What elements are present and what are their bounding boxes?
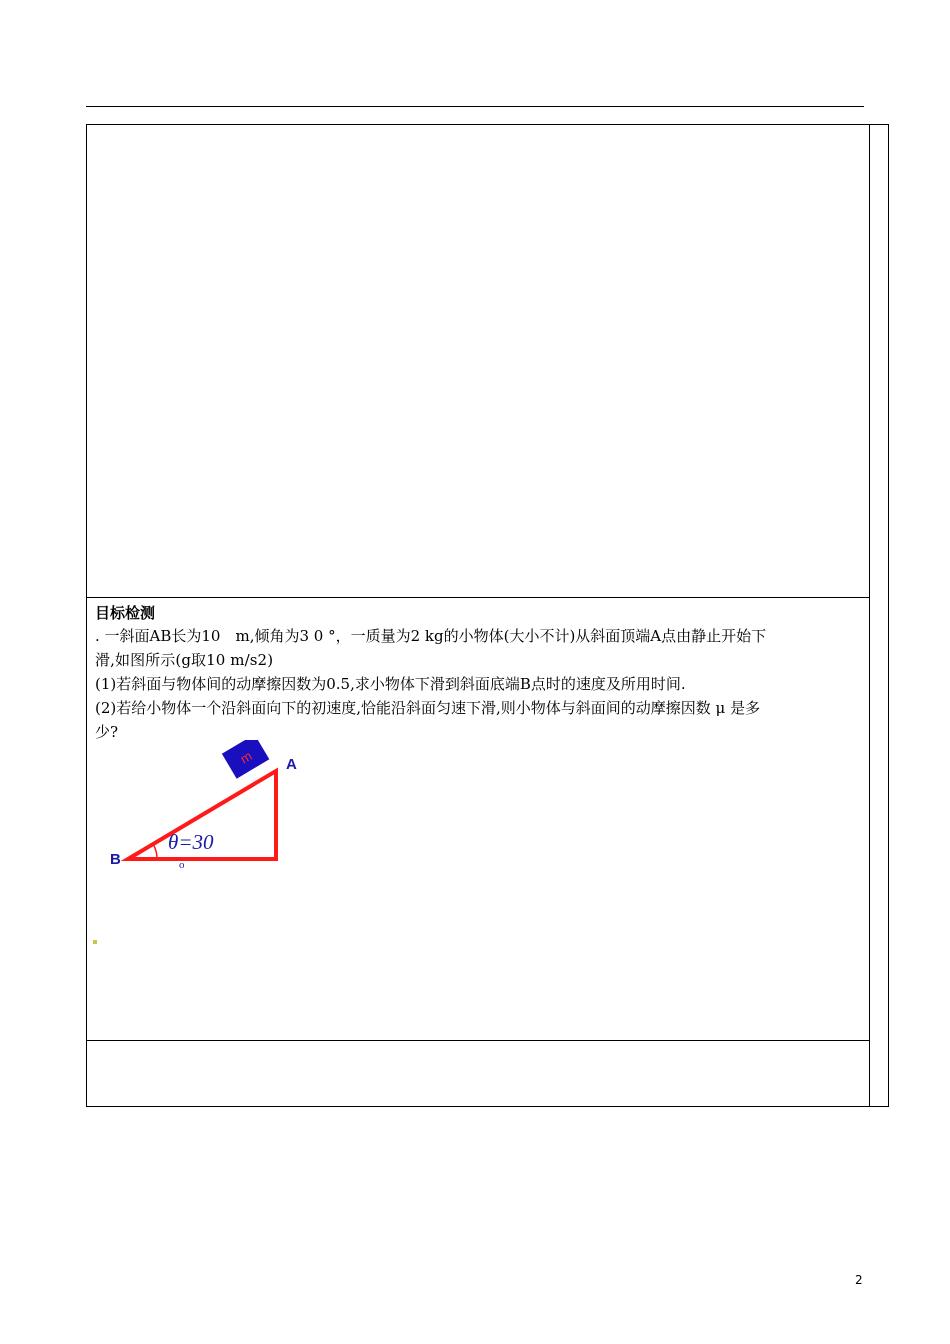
problem-intro-line-1: . 一斜面AB长为10 m,倾角为3 0 °，一质量为2 kg的小物体(大小不计)从斜面顶端A点由静止开始下 (95, 627, 767, 645)
problem-intro-line-2 (95, 648, 861, 672)
question-2-line-1: (2)若给小物体一个沿斜面向下的初速度,恰能沿斜面匀速下滑,则小物体与斜面间的动摩擦因数 μ 是多 (95, 699, 761, 717)
header-rule (86, 106, 864, 107)
table-row-divider-2 (86, 1040, 870, 1041)
worksheet-table (86, 124, 889, 1107)
incline-diagram (100, 740, 330, 880)
angle-degree-mark: o (179, 859, 185, 871)
point-a-label: A (286, 756, 297, 773)
decorative-mark (93, 940, 97, 944)
point-b-label: B (110, 851, 121, 868)
problem-intro-line-2-text: 滑,如图所示(g取10 m/s2) (95, 651, 274, 669)
problem-text (95, 624, 861, 744)
page-number: 2 (855, 1273, 863, 1287)
question-2-line-2: 少? (95, 723, 119, 741)
angle-arc (153, 844, 157, 859)
question-1: (1)若斜面与物体间的动摩擦因数为0.5,求小物体下滑到斜面底端B点时的速度及所用时间. (95, 675, 686, 693)
section-title: 目标检测 (95, 604, 156, 622)
table-right-column-line (869, 124, 870, 1107)
table-row-divider-1 (86, 597, 870, 598)
angle-label: θ=30 (168, 830, 214, 854)
mass-label: m (237, 748, 255, 767)
